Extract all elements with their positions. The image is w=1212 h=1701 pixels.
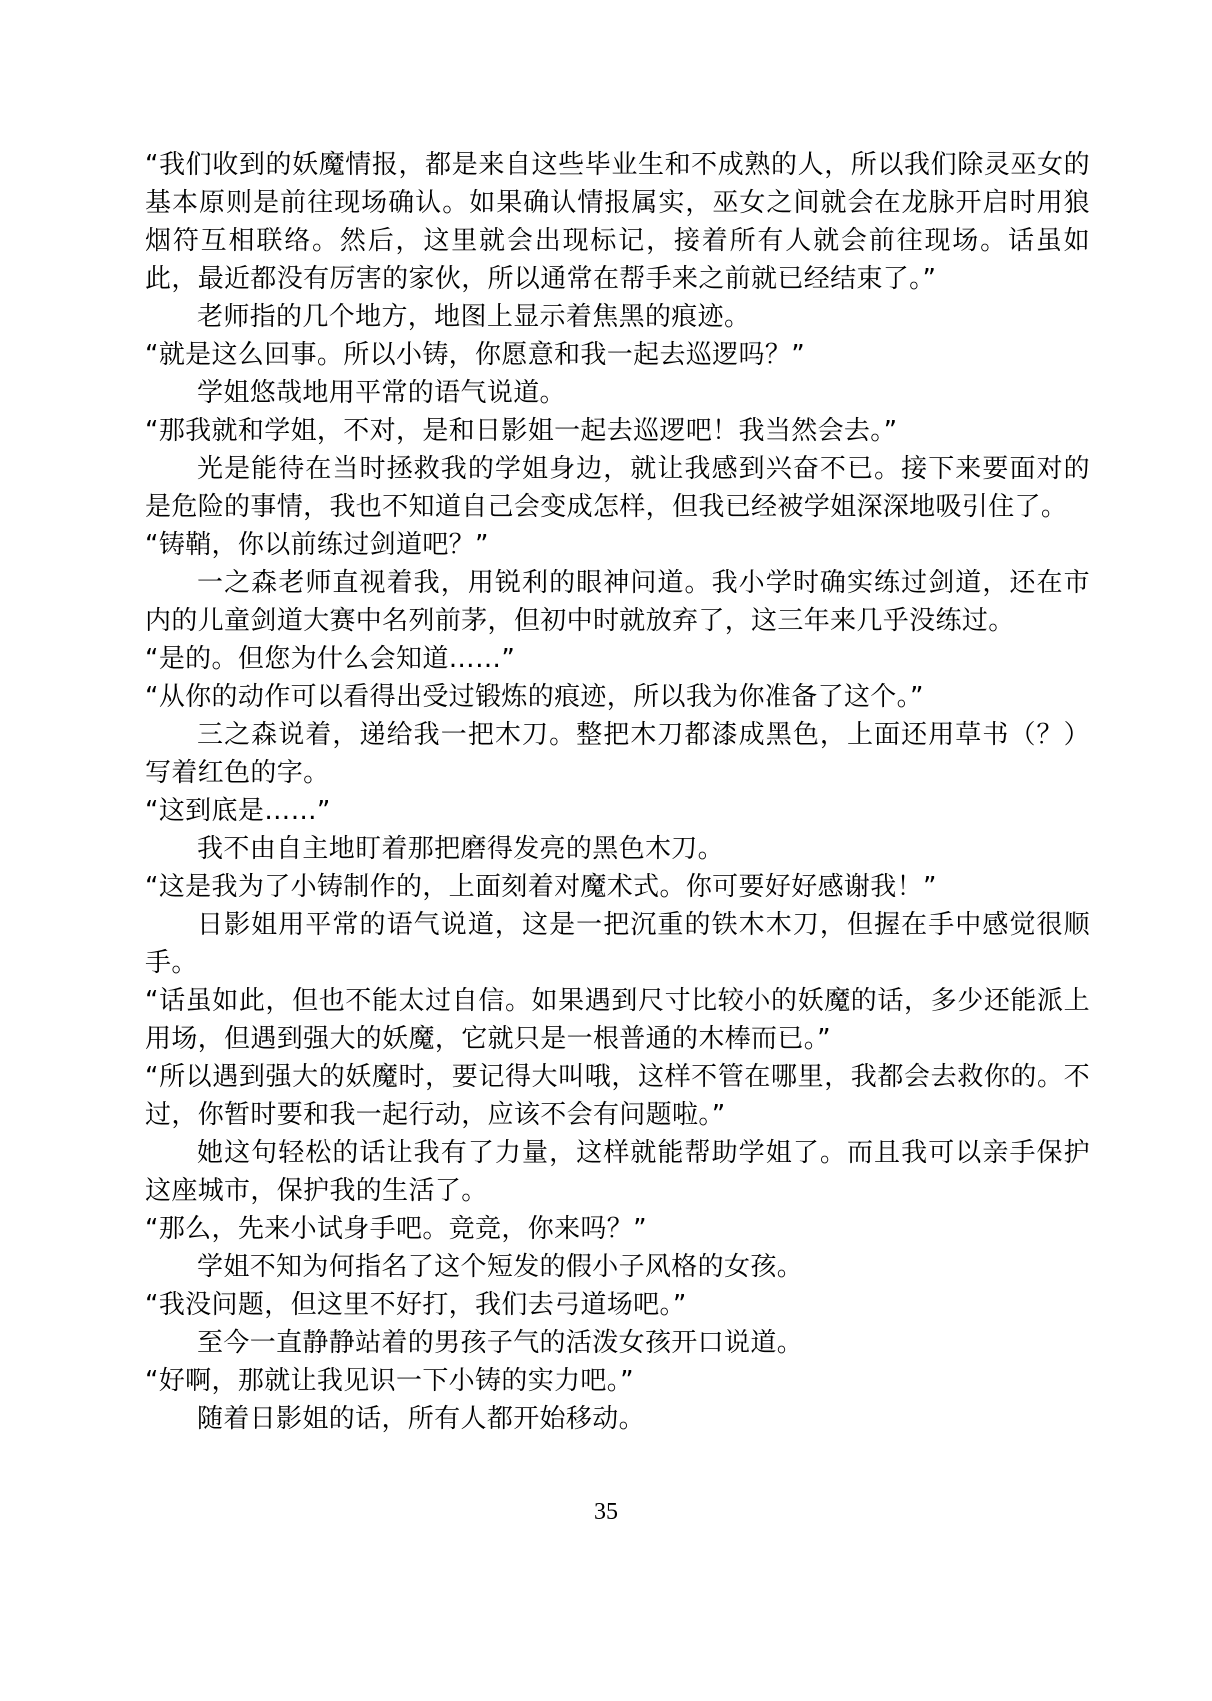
page-number: 35 bbox=[594, 1499, 618, 1525]
paragraph: 光是能待在当时拯救我的学姐身边，就让我感到兴奋不已。接下来要面对的是危险的事情，我也不知道自己会变成怎样，但我已经被学姐深深地吸引住了。 bbox=[145, 454, 1090, 522]
paragraph: “就是这么回事。所以小铸，你愿意和我一起去巡逻吗？” bbox=[145, 340, 806, 370]
paragraph: 学姐悠哉地用平常的语气说道。 bbox=[197, 378, 566, 408]
paragraph: 至今一直静静站着的男孩子气的活泼女孩开口说道。 bbox=[197, 1328, 804, 1358]
text-body bbox=[145, 146, 1090, 1438]
paragraph: 学姐不知为何指名了这个短发的假小子风格的女孩。 bbox=[197, 1252, 804, 1282]
paragraph: “好啊，那就让我见识一下小铸的实力吧。” bbox=[145, 1366, 634, 1396]
paragraph: “我没问题，但这里不好打，我们去弓道场吧。” bbox=[145, 1290, 687, 1320]
paragraph: “这到底是……” bbox=[145, 796, 331, 826]
paragraph: “铸鞘，你以前练过剑道吧？” bbox=[145, 530, 489, 560]
paragraph: “我们收到的妖魔情报，都是来自这些毕业生和不成熟的人，所以我们除灵巫女的基本原则是前往现场确认。如果确认情报属实，巫女之间就会在龙脉开启时用狼烟符互相联络。然后，这里就会出现标记，接着所有人就会前往现场。话虽如此，最近都没有厉害的家伙，所以通常在帮手来之前就已经结束了。” bbox=[145, 150, 1090, 294]
paragraph: 一之森老师直视着我，用锐利的眼神问道。我小学时确实练过剑道，还在市内的儿童剑道大赛中名列前茅，但初中时就放弃了，这三年来几乎没练过。 bbox=[145, 568, 1090, 636]
paragraph: 老师指的几个地方，地图上显示着焦黑的痕迹。 bbox=[197, 302, 751, 332]
paragraph: 三之森说着，递给我一把木刀。整把木刀都漆成黑色，上面还用草书（？）写着红色的字。 bbox=[145, 720, 1090, 788]
paragraph: “话虽如此，但也不能太过自信。如果遇到尺寸比较小的妖魔的话，多少还能派上用场，但遇到强大的妖魔，它就只是一根普通的木棒而已。” bbox=[145, 986, 1090, 1054]
paragraph: 日影姐用平常的语气说道，这是一把沉重的铁木木刀，但握在手中感觉很顺手。 bbox=[145, 910, 1090, 978]
paragraph: 她这句轻松的话让我有了力量，这样就能帮助学姐了。而且我可以亲手保护这座城市，保护我的生活了。 bbox=[145, 1138, 1090, 1206]
paragraph: “是的。但您为什么会知道……” bbox=[145, 644, 516, 674]
paragraph: “这是我为了小铸制作的，上面刻着对魔术式。你可要好好感谢我！” bbox=[145, 872, 937, 902]
paragraph: “所以遇到强大的妖魔时，要记得大叫哦，这样不管在哪里，我都会去救你的。不过，你暂时要和我一起行动，应该不会有问题啦。” bbox=[145, 1062, 1090, 1130]
paragraph: “那么，先来小试身手吧。竞竞，你来吗？” bbox=[145, 1214, 647, 1244]
paragraph: 随着日影姐的话，所有人都开始移动。 bbox=[197, 1404, 645, 1434]
paragraph: “那我就和学姐，不对，是和日影姐一起去巡逻吧！我当然会去。” bbox=[145, 416, 898, 446]
paragraph: “从你的动作可以看得出受过锻炼的痕迹，所以我为你准备了这个。” bbox=[145, 682, 924, 712]
paragraph: 我不由自主地盯着那把磨得发亮的黑色木刀。 bbox=[197, 834, 725, 864]
